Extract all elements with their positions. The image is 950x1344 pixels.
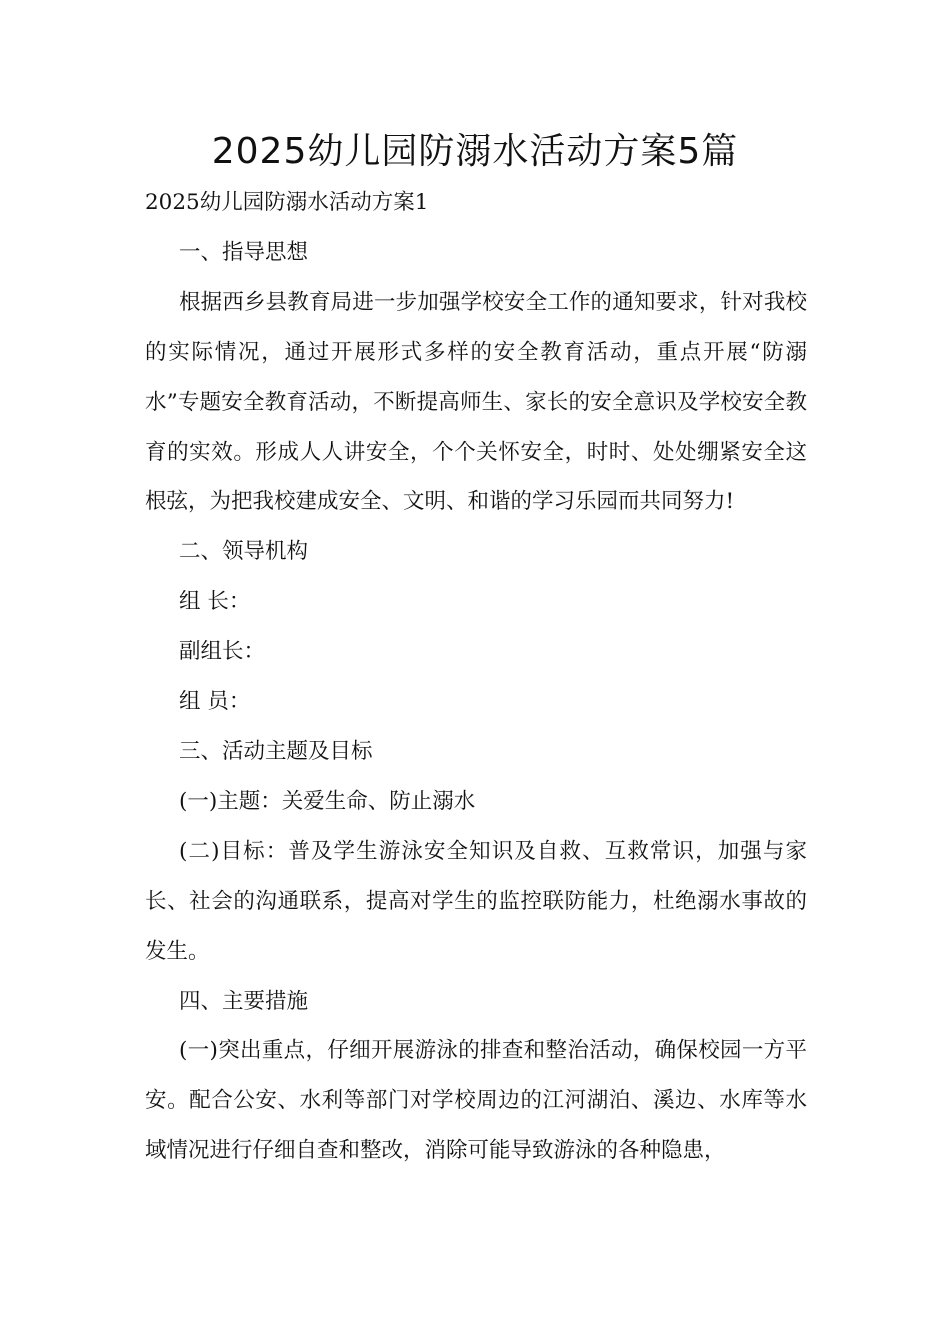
section-heading-theme-goals: 三、活动主题及目标 [179,738,373,764]
theme-line: (一)主题：关爱生命、防止溺水 [179,788,476,814]
document-body [145,178,807,1176]
leader-line: 组 长： [179,589,251,615]
paragraph-guiding-ideology: 根据西乡县教育局进一步加强学校安全工作的通知要求，针对我校的实际情况，通过开展形式多样的安全教育活动，重点开展“防溺水”专题安全教育活动，不断提高师生、家长的安全意识及学校安全教育的实效。形成人人讲安全，个个关怀安全，时时、处处绷紧安全这根弦，为把我校建成安全、文明、和谐的学习乐园而共同努力! [145,289,807,515]
section-heading-guiding-ideology: 一、指导思想 [179,239,309,265]
measures-paragraph: (一)突出重点，仔细开展游泳的排查和整治活动，确保校园一方平安。配合公安、水利等部门对学校周边的江河湖泊、溪边、水库等水域情况进行仔细自查和整改，消除可能导致游泳的各种隐患， [145,1038,807,1164]
deputy-leader-line: 副组长： [179,639,266,665]
section-heading-leadership: 二、领导机构 [179,539,309,565]
members-line: 组 员： [179,689,251,715]
document-title: 2025幼儿园防溺水活动方案5篇 [211,131,739,172]
section-heading-measures: 四、主要措施 [179,988,309,1014]
document-subtitle: 2025幼儿园防溺水活动方案1 [145,190,429,215]
goals-paragraph: (二)目标：普及学生游泳安全知识及自救、互救常识，加强与家长、社会的沟通联系，提高对学生的监控联防能力，杜绝溺水事故的发生。 [145,838,807,964]
